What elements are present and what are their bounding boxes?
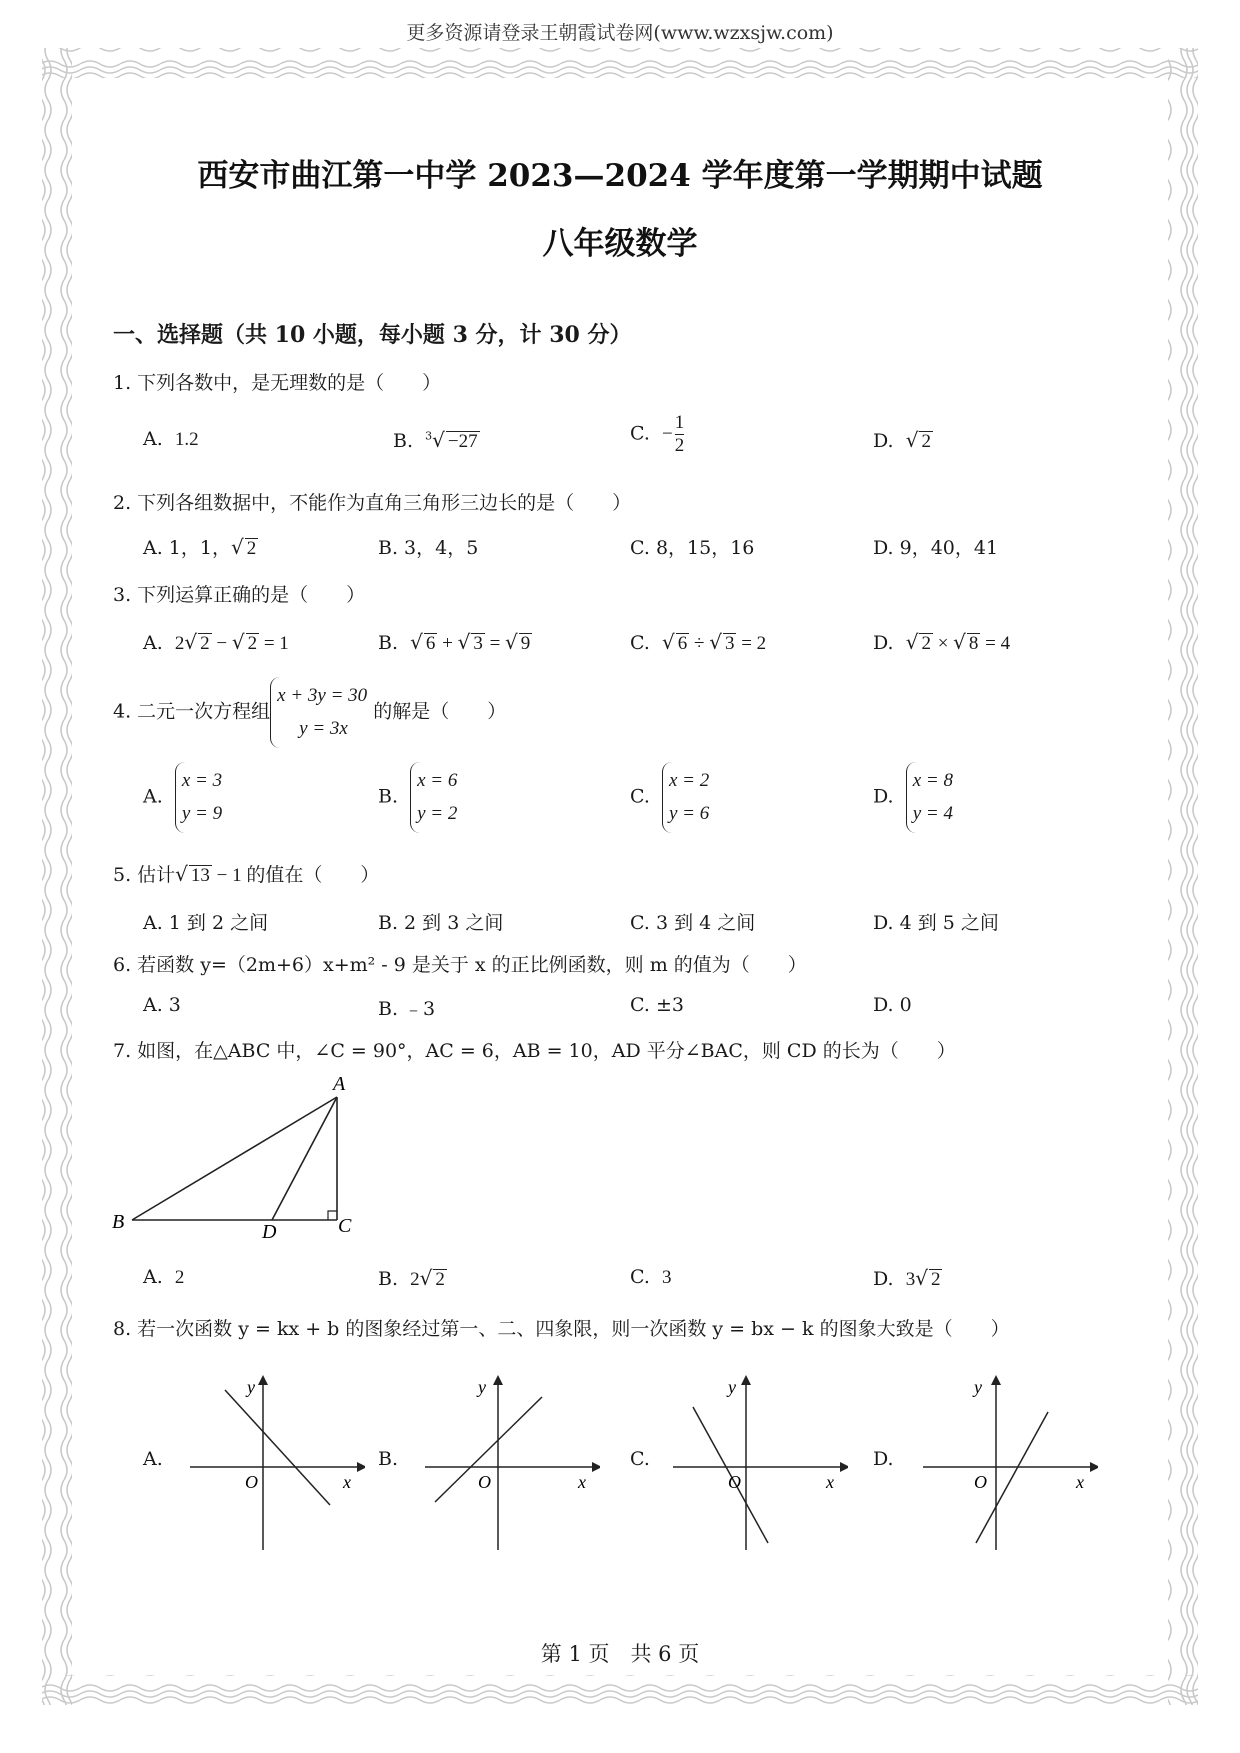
q8-option-a-label: A. — [143, 1448, 163, 1470]
question-7-stem: 7. 如图，在△ABC 中，∠C = 90°，AC = 6，AB = 10，AD 平分∠BAC，则 CD 的长为（ ） — [113, 1040, 956, 1062]
q5-option-d: D. 4 到 5 之间 — [873, 912, 999, 934]
x-axis-arrow — [357, 1462, 365, 1472]
q8-graph-d — [918, 1375, 1098, 1550]
q6-option-b: B. ﹣3 — [378, 998, 436, 1020]
q3-option-a: A. 2√ 2 − √ 2 = 1 — [143, 630, 289, 654]
q8-graph-b — [420, 1375, 600, 1550]
q3-option-b: B. √ 6 + √ 3 = √ 9 — [378, 630, 531, 654]
q7-option-c: C. 3 — [630, 1266, 672, 1288]
origin-label: O — [974, 1472, 987, 1492]
q1-option-d: D. √ 2 — [873, 428, 931, 452]
exam-title: 西安市曲江第一中学 2023—2024 学年度第一学期期中试题 — [197, 158, 1043, 194]
q8-graph-c — [668, 1375, 848, 1550]
section-heading: 一、选择题（共 10 小题，每小题 3 分，计 30 分） — [113, 322, 632, 348]
right-angle-mark — [328, 1211, 337, 1220]
q8-option-b-label: B. — [378, 1448, 399, 1470]
q6-option-d: D. 0 — [873, 994, 912, 1016]
page-number: 第 1 页 共 6 页 — [540, 1642, 700, 1666]
exam-subtitle: 八年级数学 — [542, 226, 698, 262]
y-axis-arrow — [991, 1375, 1001, 1385]
x-axis-label: x — [826, 1472, 834, 1492]
q2-option-a: A. 1，1，√ 2 — [143, 535, 257, 559]
q1-option-c: C. − $\frac{1}{2}$ — [630, 412, 685, 456]
vertex-label-c: C — [338, 1215, 352, 1237]
segment-ad — [272, 1097, 337, 1220]
question-2-stem: 2. 下列各组数据中，不能作为直角三角形三边长的是（ ） — [113, 492, 632, 514]
q7-option-b: B. 2√ 2 — [378, 1266, 445, 1290]
vertex-label-a: A — [333, 1073, 346, 1095]
x-axis-arrow — [1090, 1462, 1098, 1472]
q2-option-b: B. 3，4，5 — [378, 537, 479, 559]
q4-option-d: D. x = 8 y = 4 — [873, 762, 953, 833]
function-line — [225, 1390, 330, 1505]
q6-option-a: A. 3 — [143, 994, 181, 1016]
q5-option-b: B. 2 到 3 之间 — [378, 912, 504, 934]
x-axis-arrow — [840, 1462, 848, 1472]
y-axis-arrow — [493, 1375, 503, 1385]
q4-option-a: A. x = 3 y = 9 — [143, 762, 222, 833]
vertex-label-b: B — [112, 1211, 125, 1233]
question-1-stem: 1. 下列各数中，是无理数的是（ ） — [113, 372, 442, 394]
question-4-stem: 4. 二元一次方程组 x + 3y = 30 y = 3x 的解是（ ） — [113, 677, 506, 748]
q1-option-a: A. 1.2 — [143, 428, 199, 450]
segment-ab — [132, 1097, 337, 1220]
y-axis-arrow — [741, 1375, 751, 1385]
q3-option-d: D. √ 2 × √ 8 = 4 — [873, 630, 1011, 654]
q4-option-b: B. x = 6 y = 2 — [378, 762, 457, 833]
x-axis-arrow — [592, 1462, 600, 1472]
origin-label: O — [478, 1472, 491, 1492]
q8-option-d-label: D. — [873, 1448, 894, 1470]
triangle-figure — [100, 1070, 380, 1245]
y-axis-label: y — [478, 1377, 486, 1397]
y-axis-label: y — [974, 1377, 982, 1397]
y-axis-label: y — [728, 1377, 736, 1397]
x-axis-label: x — [343, 1472, 351, 1492]
q5-option-a: A. 1 到 2 之间 — [143, 912, 269, 934]
q8-graph-a — [185, 1375, 365, 1550]
q6-option-c: C. ±3 — [630, 994, 684, 1016]
question-5-stem: 5. 估计√ 13 − 1 的值在（ ） — [113, 862, 380, 886]
q4-option-c: C. x = 2 y = 6 — [630, 762, 709, 833]
q2-option-d: D. 9，40，41 — [873, 537, 999, 559]
question-3-stem: 3. 下列运算正确的是（ ） — [113, 584, 366, 606]
origin-label: O — [245, 1472, 258, 1492]
x-axis-label: x — [578, 1472, 586, 1492]
question-8-stem: 8. 若一次函数 y = kx + b 的图象经过第一、二、四象限，则一次函数 y = bx − k 的图象大致是（ ） — [113, 1318, 1010, 1340]
vertex-label-d: D — [262, 1221, 277, 1243]
question-6-stem: 6. 若函数 y=（2m+6）x+m² - 9 是关于 x 的正比例函数，则 m 的值为（ ） — [113, 954, 807, 976]
q2-option-c: C. 8，15，16 — [630, 537, 755, 559]
q7-option-d: D. 3√ 2 — [873, 1266, 941, 1290]
origin-label: O — [728, 1472, 741, 1492]
q8-option-c-label: C. — [630, 1448, 650, 1470]
site-note[interactable]: 更多资源请登录王朝霞试卷网(www.wzxsjw.com) — [406, 22, 834, 44]
y-axis-arrow — [258, 1375, 268, 1385]
q7-option-a: A. 2 — [143, 1266, 185, 1288]
q5-option-c: C. 3 到 4 之间 — [630, 912, 756, 934]
y-axis-label: y — [247, 1377, 255, 1397]
q3-option-c: C. √ 6 ÷ √ 3 = 2 — [630, 630, 767, 654]
q1-option-b: B. $^3$√ −27 — [393, 428, 478, 452]
x-axis-label: x — [1076, 1472, 1084, 1492]
